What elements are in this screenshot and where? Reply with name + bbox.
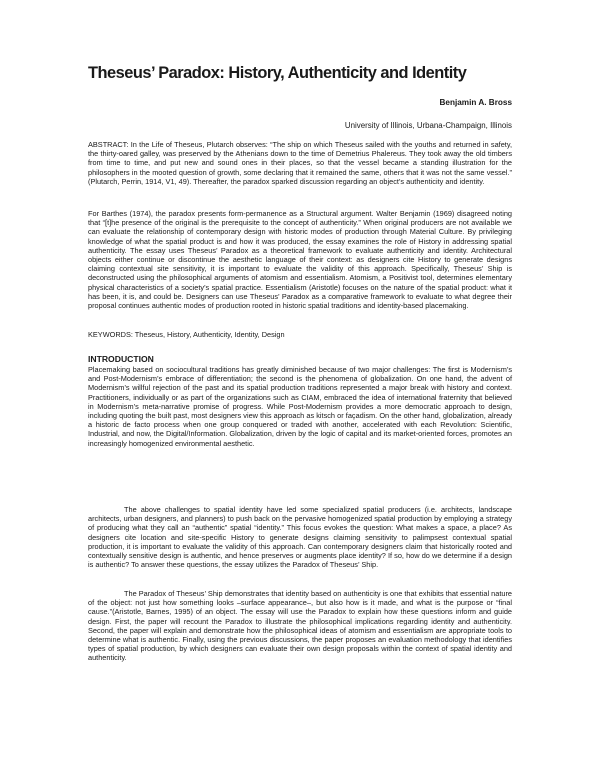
abstract-paragraph-1: ABSTRACT: In the Life of Theseus, Plutarch observes: “The ship on which Theseus sailed with the youths and returned in safety, the thirty-oared galley, was preserved by the Athenians down to the time of Demetrius Phalereus. They took away the old timbers from time to time, and put new and sound ones in their places, so that the vessel became a standing illustration for the philosophers in the mooted question of growth, some declaring that it remained the same, others that it was not the same vessel.” (Plutarch, Perrin, 1914, V1, 49). Thereafter, the paradox sparked discussion regarding an object’s authenticity and identity. bbox=[88, 140, 512, 186]
author-name: Benjamin A. Bross bbox=[439, 98, 512, 107]
introduction-paragraph-1: Placemaking based on sociocultural traditions has greatly diminished because of two major challenges: The first is Modernism’s and Post-Modernism’s embrace of differentiation; the second is the phenomena of globalization. On one hand, the advent of Modernism’s willful rejection of the past and its spatial production traditions represented a major break with history and context. Practitioners, individually or as part of the organizations such as CIAM, embraced the idea of international fraternity that believed in Modernism’s meta-narrative promise of progress. While Post-Modernism provides a more democratic approach to design, including quoting the built past, most designers view this approach as kitsch or façadism. On the other hand, globalization, already a historic de facto process when one group conquered or traded with another, accelerated with each Revolution: Scientific, Industrial, and now, the Digital/Information. Globalization, driven by the logic of capital and its market-oriented forces, promotes an increasingly homogenized environmental aesthetic. bbox=[88, 365, 512, 448]
introduction-paragraph-3: The Paradox of Theseus’ Ship demonstrates that identity based on authenticity is one that exhibits that essential nature of the object: not just how something looks –surface appearance–, but also how is it made, and what is the purpose or “final cause.”(Aristotle, Barnes, 1995) of an object. The essay will use the Paradox to explain how these questions inform and guide design. First, the paper will recount the Paradox to illustrate the philosophical implications regarding identity and authenticity. Second, the paper will explain and demonstrate how the philosophical ideas of atomism and essentialism are appropriate tools to determine what is authentic. Finally, using the previous discussions, the paper proposes an evaluation methodology that identifies types of spatial production, by which designers can evaluate their own design proposals within the context of spatial identity and authenticity. bbox=[88, 589, 512, 663]
introduction-paragraph-2: The above challenges to spatial identity have led some specialized spatial producers (i.e. architects, landscape architects, urban designers, and planners) to push back on the pervasive homogenized spatial production by employing a strategy of producing what they call an “authentic” spatial “identity.” This focus evokes the question: What makes a space, a place? As designers cite location and site-specific History to generate designs claiming sensitivity to palimpsest contextual spatial production, it is important to evaluate the validity of this approach. Can contemporary designers claim that historically rooted and contextually sensitive design is authentic, and hence preserves or augments place identity? If so, how do we determine if a design is authentic? To answer these questions, the essay utilizes the Paradox of Theseus’ Ship. bbox=[88, 505, 512, 570]
abstract-paragraph-2: For Barthes (1974), the paradox presents form-permanence as a Structural argument. Walter Benjamin (1969) disagreed noting that “[t]he presence of the original is the prerequisite to the concept of authenticity.” When original producers are not available we can evaluate the relationship of contemporary design with historic modes of production through Material Culture. By privileging knowledge of what the spatial product is and how it was produced, the essay examines the role of History in addressing spatial authenticity. The essay uses Theseus’ Paradox as a theoretical framework to evaluate authenticity and identity. Architectural objects either continue or discontinue the aesthetic language of their context: as designers cite History to generate designs claiming contextual site sensitivity, it is important to evaluate the validity of this approach. Specifically, Theseus’ Ship is deconstructed using the philosophical arguments of atomism and essentialism. Atomism, a Positivist tool, determines elementary physical characteristics of a society’s spatial practice. Essentialism (Aristotle) focuses on the nature of the spatial product: what it has been, it is, and could be. Designers can use Theseus’ Paradox as a comparative framework to evaluate to what degree their proposal continues authentic modes of production rooted in historic spatial traditions and identity-based placemaking. bbox=[88, 209, 512, 311]
paper-title: Theseus’ Paradox: History, Authenticity and Identity bbox=[88, 64, 467, 82]
introduction-heading: INTRODUCTION bbox=[88, 354, 154, 364]
keywords-line: KEYWORDS: Theseus, History, Authenticity, Identity, Design bbox=[88, 330, 285, 339]
author-affiliation: University of Illinois, Urbana-Champaign, Illinois bbox=[344, 121, 512, 130]
